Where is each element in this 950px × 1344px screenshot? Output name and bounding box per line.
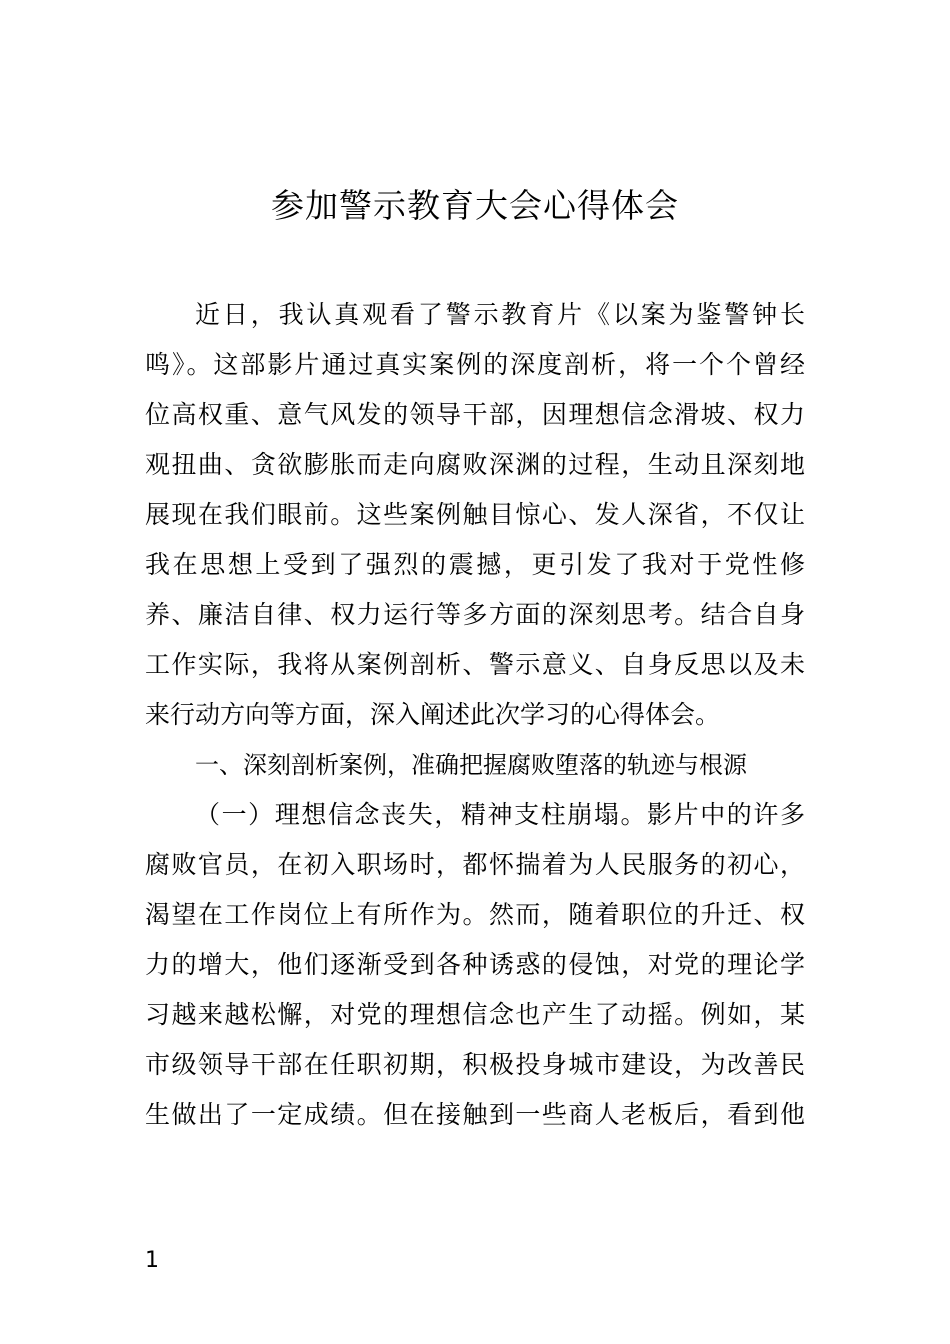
paragraph-1-line-6: 我在思想上受到了强烈的震撼，更引发了我对于党性修 bbox=[145, 550, 805, 579]
paragraph-1-line-7: 养、廉洁自律、权力运行等多方面的深刻思考。结合自身 bbox=[145, 600, 805, 629]
paragraph-2-line-7: 生做出了一定成绩。但在接触到一些商人老板后，看到他 bbox=[145, 1100, 805, 1129]
paragraph-1-line-8: 工作实际，我将从案例剖析、警示意义、自身反思以及未 bbox=[145, 650, 805, 679]
paragraph-2-line-1: （一）理想信念丧失，精神支柱崩塌。影片中的许多 bbox=[195, 800, 805, 829]
document-body bbox=[145, 290, 805, 1140]
paragraph-1-line-2: 鸣》。这部影片通过真实案例的深度剖析，将一个个曾经 bbox=[145, 350, 805, 379]
paragraph-2-line-2: 腐败官员，在初入职场时，都怀揣着为人民服务的初心， bbox=[145, 850, 805, 879]
paragraph-1-line-1: 近日，我认真观看了警示教育片《以案为鉴警钟长 bbox=[195, 300, 805, 329]
paragraph-2-line-4: 力的增大，他们逐渐受到各种诱惑的侵蚀，对党的理论学 bbox=[145, 950, 805, 979]
paragraph-1-line-4: 观扭曲、贪欲膨胀而走向腐败深渊的过程，生动且深刻地 bbox=[145, 450, 805, 479]
paragraph-1-line-5: 展现在我们眼前。这些案例触目惊心、发人深省，不仅让 bbox=[145, 500, 805, 529]
document-title: 参加警示教育大会心得体会 bbox=[271, 186, 679, 225]
page-number: 1 bbox=[145, 1248, 159, 1273]
paragraph-1-line-3: 位高权重、意气风发的领导干部，因理想信念滑坡、权力 bbox=[145, 400, 805, 429]
paragraph-2-line-5: 习越来越松懈，对党的理想信念也产生了动摇。例如，某 bbox=[145, 1000, 805, 1029]
paragraph-2-line-6: 市级领导干部在任职初期，积极投身城市建设，为改善民 bbox=[145, 1050, 805, 1079]
section-heading-1: 一、深刻剖析案例，准确把握腐败堕落的轨迹与根源 bbox=[195, 751, 747, 779]
paragraph-1-line-9: 来行动方向等方面，深入阐述此次学习的心得体会。 bbox=[145, 700, 721, 729]
paragraph-2-line-3: 渴望在工作岗位上有所作为。然而，随着职位的升迁、权 bbox=[145, 900, 805, 929]
